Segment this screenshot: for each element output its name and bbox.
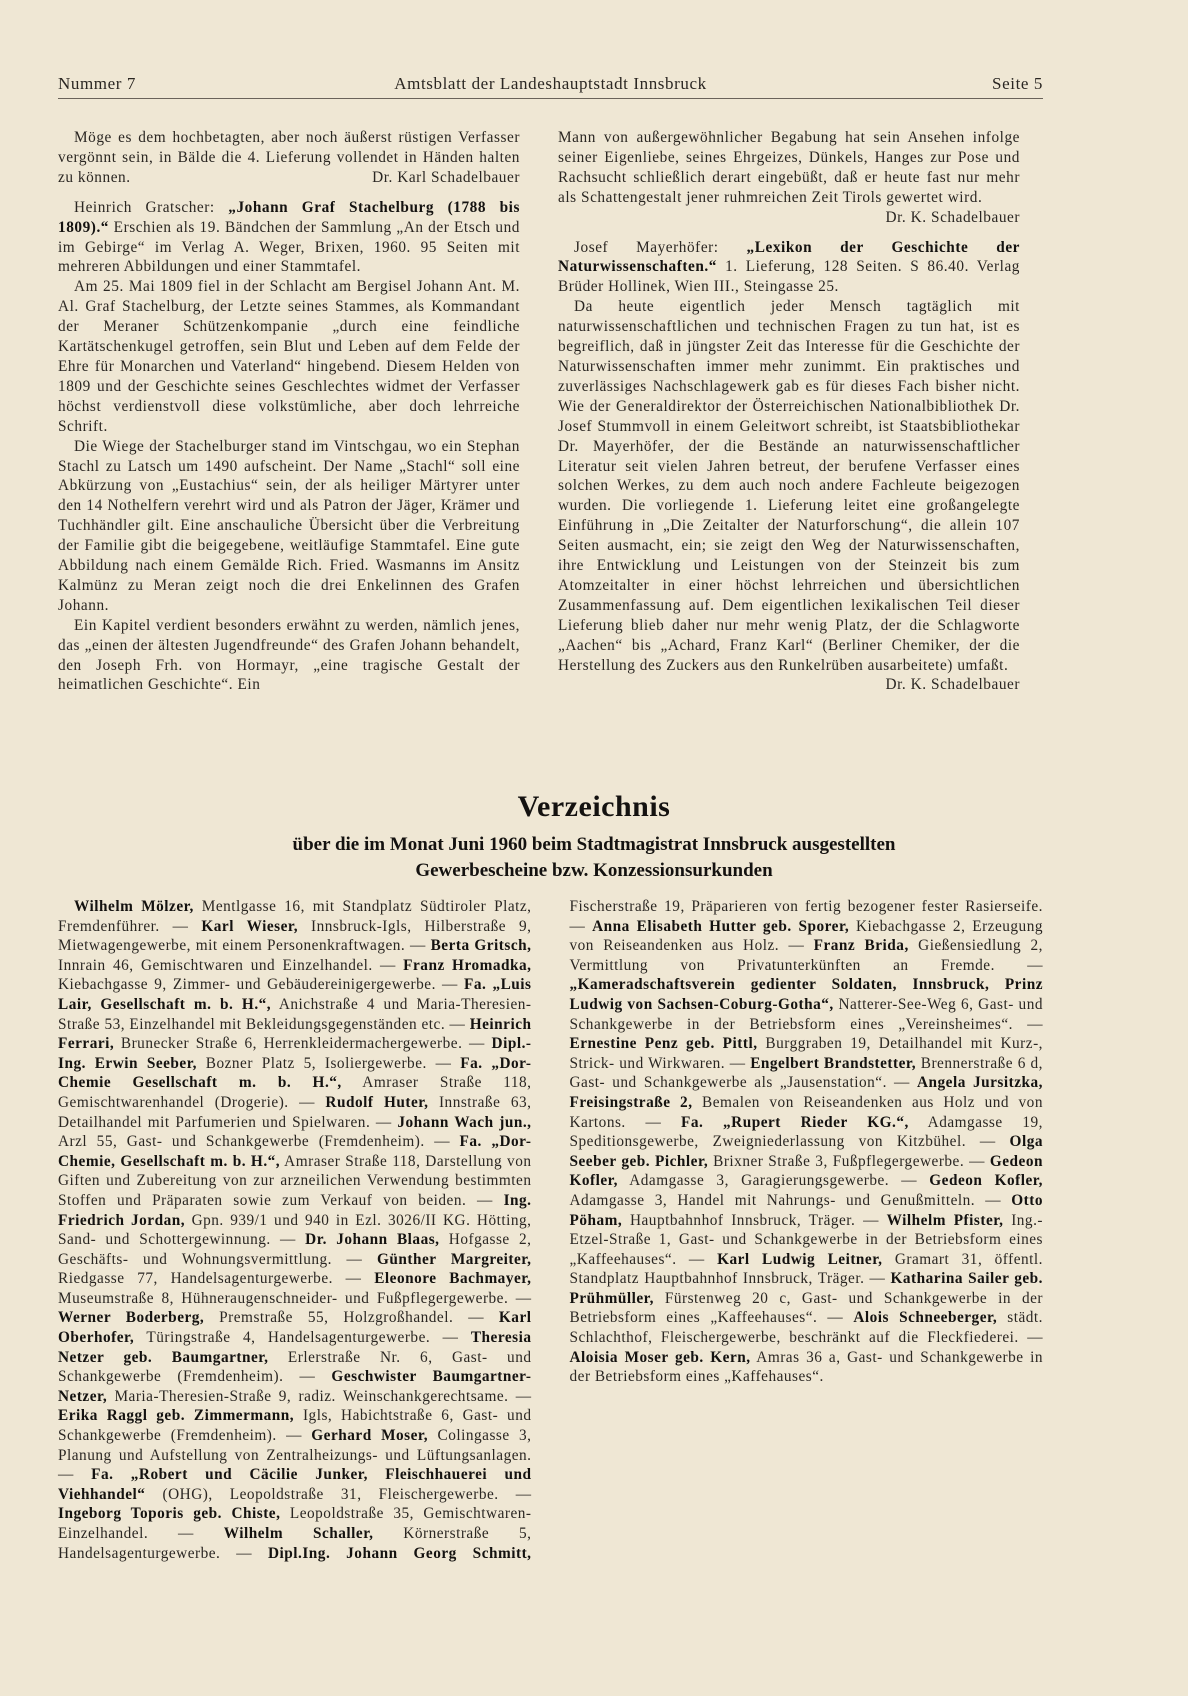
licensee-name: Franz Brida, bbox=[813, 937, 909, 955]
licensee-details: Hofgasse 2, Geschäfts- und Wohnungsvermittlung. bbox=[58, 1231, 532, 1268]
licensee-name: Eleonore Bachmayer, bbox=[374, 1270, 532, 1288]
entry-separator: — bbox=[148, 1525, 224, 1542]
licensee-details: Natterer-See-Weg 6, Gast- und Schankgewerbe in der Betriebsform eines „Vereinsheimes“. bbox=[569, 995, 1043, 1033]
review-paragraph bbox=[558, 238, 1020, 298]
licensee-name: Fa. „Dor-Chemie Gesellschaft m. b. H.“, bbox=[58, 1054, 532, 1092]
licensee-details: Körnerstraße 5, Handelsagenturgewerbe. bbox=[58, 1525, 532, 1562]
licensee-details: Anichstraße 4 und Maria-Theresien-Straße 53, Einzelhandel mit Bekleidungsgegenständen etc. bbox=[58, 995, 532, 1033]
review-text: 1. Lieferung, 128 Seiten. S 86.40. Verlag Brüder Hollinek, Wien III., Steingasse 25. bbox=[558, 258, 1020, 296]
licensee-details: Amras 36 a, Gast- und Schankgewerbe in der Betriebsform eines „Kaffehauses“. bbox=[569, 1348, 1043, 1386]
entry-separator: — bbox=[508, 1387, 532, 1405]
licensee-name: Karl Wieser, bbox=[201, 917, 299, 935]
licensee-details: Leopoldstraße 35, Gemischtwaren-Einzelhandel. bbox=[58, 1505, 532, 1542]
review-text: Die Wiege der Stachelburger stand im Vintschgau, wo ein Stephan Stachl zu Latsch um 1490 aufscheint. Der Name „Stachl“ soll eine Abkürzung von „Eustachius“ sein, der als heiliger Märtyrer unter den 14 Nothelfern verehrt wird und als Patron der Jäger, Krämer und Tuchhändler gilt. Eine anschauliche Übersicht über die Verbreitung der Familie gibt die beigegebene, weitläufige Stammtafel. Eine gute Abbildung nach einem Gemälde Rich. Fried. Wasmanns im Ansitz Kalmünz zu Meran zeigt noch die drei Enkelinnen des Grafen Johann. bbox=[58, 437, 520, 614]
review-text: Da heute eigentlich jeder Mensch tagtäglich mit naturwissenschaftlichen und technischen Fragen zu tun hat, ist es begreiflich, daß in jüngster Zeit das Interesse für die Geschichte der Naturwissenschaften immer mehr zunimmt. Ein praktisches und zuverlässiges Nachschlagewerk gab es für dieses Fach bisher nicht. Wie der Generaldirektor der Österreichischen Nationalbibliothek Dr. Josef Stummvoll in einem Geleitwort schreibt, ist Staatsbibliothekar Dr. Mayerhöfer, der die Bestände an naturwissenschaftlicher Literatur seit vielen Jahren betreut, der berufene Verfasser eines solchen Werkes, zu dem auch noch andere Fachleute beigezogen wurden. Die vorliegende 1. Lieferung leitet eine großangelegte Einführung in „Die Zeitalter der Naturforschung“, die allein 107 Seiten ausmacht, ein; sie zeigt den Weg der Naturwissenschaften, ihre Entwicklung und Leistungen von der Steinzeit bis zum Atomzeitalter in einer höchst lehrreichen und übersichtlichen Zusammenfassung auf. Dem eigentlichen lexikalischen Teil dieser Lieferung blieb daher nur mehr wenig Platz, der die Schlagworte „Aachen“ bis „Achard, Franz Karl“ (Berliner Chemiker, der die Herstellung des Zuckers aus den Runkelrüben ausarbeitete) umfaßt. bbox=[558, 298, 1020, 674]
licensee-details: Ing.-Etzel-Straße 1, Gast- und Schankgewerbe in der Betriebsform eines „Kaffeehauses“. bbox=[569, 1211, 1044, 1268]
entry-separator: — bbox=[889, 1172, 930, 1190]
licensee-name: Günther Margreiter, bbox=[376, 1250, 532, 1268]
entry-separator: — bbox=[370, 1113, 398, 1131]
entry-separator: — bbox=[435, 976, 464, 994]
licensee-details: städt. Schlachthof, Fleischergewerbe, beschränkt auf die Fleckfiederei. bbox=[569, 1309, 1044, 1347]
licensee-name: Wilhelm Schaller, bbox=[223, 1525, 374, 1542]
entry-separator: — bbox=[676, 1250, 718, 1268]
list-item bbox=[58, 1466, 532, 1503]
licensee-name: „Kameradschaftsverein gedienter Soldaten, Innsbruck, Prinz Ludwig von Sachsen-Coburg-Gotha“, bbox=[569, 976, 1043, 1013]
licensee-name: Johann Wach jun., bbox=[397, 1113, 532, 1131]
review-signature: Dr. K. Schadelbauer bbox=[885, 208, 1020, 226]
entry-separator: — bbox=[426, 1054, 461, 1072]
review-signature: Dr. K. Schadelbauer bbox=[885, 676, 1020, 694]
review-paragraph bbox=[58, 198, 520, 278]
review-paragraph bbox=[58, 616, 520, 696]
licensee-details: Innstraße 63, Detailhandel mit Parfumerien und Spielwaren. bbox=[58, 1093, 532, 1131]
listing-subtitle-2: Gewerbescheine bzw. Konzessionsurkunden bbox=[415, 860, 773, 881]
review-paragraph bbox=[558, 128, 1020, 228]
licensee-details: Adamgasse 3, Handel mit Nahrungs- und Genußmitteln. bbox=[569, 1191, 976, 1209]
entry-separator: — bbox=[994, 956, 1043, 974]
licensee-details: Innrain 46, Gemischtwaren und Einzelhandel. bbox=[58, 956, 373, 974]
licensee-name: Gedeon Kofler, bbox=[929, 1172, 1043, 1190]
licensee-name: Angela Jursitzka, Freisingstraße 2, bbox=[569, 1074, 1043, 1111]
book-title: „Johann Graf Stachelburg (1788 bis 1809).“ bbox=[58, 198, 520, 236]
licensee-name: Ernestine Penz geb. Pittl, bbox=[569, 1035, 758, 1053]
entry-separator: — bbox=[288, 1093, 326, 1111]
licensee-details: Burggraben 19, Detailhandel mit Kurz-, Strick- und Wirkwaren. bbox=[569, 1035, 1043, 1072]
entry-separator: — bbox=[283, 1368, 332, 1386]
entry-separator: — bbox=[430, 1329, 471, 1347]
page-number: Seite 5 bbox=[992, 74, 1043, 93]
licensee-name: Gedeon Kofler, bbox=[569, 1152, 1043, 1190]
entry-separator: — bbox=[331, 1250, 377, 1268]
licensee-name: Wilhelm Mölzer, bbox=[74, 898, 194, 915]
entry-separator: — bbox=[508, 1289, 532, 1307]
book-reviews-right-column bbox=[558, 128, 1020, 695]
entry-separator: — bbox=[58, 1466, 92, 1484]
review-signature: Dr. Karl Schadelbauer bbox=[372, 168, 520, 186]
entry-separator: — bbox=[817, 1309, 854, 1327]
licensee-name: Ingeborg Toporis geb. Chiste, bbox=[58, 1505, 281, 1523]
entry-separator: — bbox=[569, 917, 593, 935]
licensee-details: Premstraße 55, Holzgroßhandel. bbox=[204, 1309, 454, 1327]
licensee-name: Karl Ludwig Leitner, bbox=[717, 1250, 883, 1268]
review-text: Ein Kapitel verdient besonders erwähnt zu werden, nämlich jenes, das „einen der ältesten Jugendfreunde“ des Grafen Johann behandelt, den Joseph Frh. von Hormayr, „eine tragische Gestalt der heimatlichen Geschichte“. Ein bbox=[58, 616, 520, 694]
review-paragraph bbox=[58, 277, 520, 436]
licensee-details: Adamgasse 3, Garagierungsgewerbe. bbox=[617, 1172, 890, 1190]
licensee-name: Geschwister Baumgartner-Netzer, bbox=[58, 1368, 532, 1405]
licensee-name: Dipl.-Ing. Erwin Seeber, bbox=[58, 1035, 532, 1072]
entry-separator: — bbox=[332, 1270, 375, 1288]
licensee-name: Anna Elisabeth Hutter geb. Sporer, bbox=[592, 917, 850, 935]
list-item bbox=[570, 1349, 1044, 1386]
licensee-details: Amraser Straße 118, Gemischtwarenhandel (Drogerie). bbox=[58, 1074, 532, 1111]
licensee-name: Engelbert Brandstetter, bbox=[750, 1054, 917, 1072]
entry-separator: — bbox=[779, 937, 814, 955]
licensee-name: Olga Seeber geb. Pichler, bbox=[569, 1133, 1043, 1170]
licensee-name: Theresia Netzer geb. Baumgartner, bbox=[58, 1329, 532, 1366]
licensee-details: Brennerstraße 6 d, Gast- und Schankgewerbe als „Jausenstation“. bbox=[569, 1054, 1043, 1092]
review-text: Heinrich Gratscher: bbox=[74, 198, 229, 216]
licensee-name: Fa. „Robert und Cäcilie Junker, Fleischhauerei und Viehhandel“ bbox=[58, 1466, 532, 1503]
licensee-name: Fa. „Dor-Chemie, Gesellschaft m. b. H.“, bbox=[58, 1133, 532, 1170]
licensee-details: Innsbruck-Igls, Hilberstraße 9, Mietwagengewerbe, mit einem Personenkraftwagen. bbox=[58, 917, 532, 955]
licensee-details: Adamgasse 19, Speditionsgewerbe, Zweigniederlassung von Kitzbühel. bbox=[569, 1113, 1043, 1151]
licensee-name: Gerhard Moser, bbox=[311, 1427, 429, 1445]
licensee-details: Arzl 55, Gast- und Schankgewerbe (Fremdenheim). bbox=[58, 1133, 425, 1151]
licensee-name: Otto Pöham, bbox=[569, 1191, 1043, 1229]
licensee-details: Erlerstraße Nr. 6, Gast- und Schankgewerbe (Fremdenheim). bbox=[58, 1348, 532, 1386]
licensee-details: Fischerstraße 19, Präparieren von fertig bezogener fester Rasierseife. bbox=[569, 898, 1043, 915]
licensee-name: Dipl.Ing. Johann Georg Schmitt, bbox=[267, 1544, 532, 1562]
licensee-name: Rudolf Huter, bbox=[325, 1093, 429, 1111]
license-listing bbox=[58, 897, 1043, 1577]
licensee-name: Fa. „Rupert Rieder KG.“, bbox=[680, 1113, 909, 1131]
entry-separator: — bbox=[855, 1211, 887, 1229]
licensee-name: Fa. „Luis Lair, Gesellschaft m. b. H.“, bbox=[58, 976, 532, 1013]
entry-separator: — bbox=[498, 1485, 532, 1503]
publication-title: Amtsblatt der Landeshauptstadt Innsbruck bbox=[394, 74, 707, 93]
entry-separator: — bbox=[276, 1427, 312, 1445]
licensee-details: Kiebachgasse 9, Zimmer- und Gebäudereinigergewerbe. bbox=[58, 976, 436, 994]
listing-title: Verzeichnis bbox=[517, 790, 671, 823]
licensee-details: Bozner Platz 5, Isoliergewerbe. bbox=[196, 1054, 427, 1072]
review-text: Möge es dem hochbetagten, aber noch äußerst rüstigen Verfasser vergönnt sein, in Bälde die 4. Lieferung vollendet in Händen halten zu können. bbox=[58, 129, 520, 186]
entry-separator: — bbox=[964, 1152, 990, 1170]
licensee-details: Amraser Straße 118, Darstellung von Giften und Zubereitung von zur arzneilichen Verwendung bestimmten Stoffen und Präparaten sowie zum Verkauf von beiden. bbox=[58, 1152, 532, 1209]
list-item bbox=[570, 976, 1044, 1032]
page-header bbox=[58, 70, 1043, 99]
licensee-details: Hauptbahnhof Innsbruck, Träger. bbox=[622, 1211, 856, 1229]
licensee-details: Igls, Habichtstraße 6, Gast- und Schankgewerbe (Fremdenheim). bbox=[58, 1407, 532, 1445]
licensee-details: Riedgasse 77, Handelsagenturgewerbe. bbox=[58, 1270, 333, 1288]
licensee-name: Heinrich Ferrari, bbox=[58, 1015, 532, 1053]
entry-separator: — bbox=[424, 1133, 460, 1151]
licensee-details: (OHG), Leopoldstraße 31, Fleischergewerbe. bbox=[145, 1485, 499, 1503]
entry-separator: — bbox=[1018, 1329, 1043, 1347]
licensee-name: Franz Hromadka, bbox=[403, 956, 532, 974]
licensee-details: Gramart 31, öffentl. Standplatz Hauptbahnhof Innsbruck, Träger. bbox=[569, 1250, 1043, 1288]
licensee-name: Aloisia Moser geb. Kern, bbox=[569, 1348, 751, 1366]
entry-separator: — bbox=[725, 1054, 751, 1072]
licensee-details: Maria-Theresien-Straße 9, radiz. Weinschankgerechtsame. bbox=[107, 1387, 509, 1405]
licensee-name: Karl Oberhofer, bbox=[58, 1309, 532, 1347]
licensee-details: Brunecker Straße 6, Herrenkleidermachergewerbe. bbox=[114, 1035, 463, 1053]
entry-separator: — bbox=[975, 1191, 1012, 1209]
entry-separator: — bbox=[466, 1191, 504, 1209]
licensee-details: Colingasse 3, Planung und Aufstellung von Zentralheizungs- und Lüftungsanlagen. bbox=[58, 1427, 532, 1464]
entry-separator: — bbox=[270, 1231, 306, 1249]
entry-separator: — bbox=[445, 1015, 470, 1033]
licensee-name: Berta Gritsch, bbox=[430, 937, 532, 955]
entry-separator: — bbox=[625, 1113, 681, 1131]
entry-separator: — bbox=[453, 1309, 499, 1327]
licensee-name: Werner Boderberg, bbox=[58, 1309, 205, 1327]
entry-separator: — bbox=[462, 1035, 492, 1053]
review-paragraph bbox=[58, 437, 520, 616]
listing-subtitle: über die im Monat Juni 1960 beim Stadtmagistrat Innsbruck ausgestellten bbox=[292, 834, 896, 855]
review-text: Am 25. Mai 1809 fiel in der Schlacht am Bergisel Johann Ant. M. Al. Graf Stachelburg, der Letzte seines Stammes, als Kommandant der Meraner Schützenkompanie „durch eine feindliche Kartätschenkugel getroffen, sein Blut und Leben auf dem Felde der Ehre für Monarchen und Vaterland“ hingebend. Diesem Helden von 1809 und der Geschichte seines Geschlechtes widmet der Verfasser höchst verdienstvoll diese volkstümliche, aber doch lehrreiche Schrift. bbox=[58, 278, 520, 435]
entry-separator: — bbox=[405, 937, 431, 955]
licensee-details: Museumstraße 8, Hühneraugenschneider- und Fußpflegergewerbe. bbox=[58, 1289, 509, 1307]
entry-separator: — bbox=[220, 1544, 268, 1562]
licensee-details: Kiebachgasse 2, Erzeugung von Reiseandenken aus Holz. bbox=[569, 917, 1043, 955]
licensee-name: Wilhelm Pfister, bbox=[886, 1211, 1004, 1229]
licensee-details: Gpn. 939/1 und 940 in Ezl. 3026/II KG. Hötting, Sand- und Schottergewinnung. bbox=[58, 1211, 532, 1249]
entry-separator: — bbox=[966, 1133, 1010, 1151]
review-text: Erschien als 19. Bändchen der Sammlung „An der Etsch und im Gebirge“ im Verlag A. Weger, Brixen, 1960. 95 Seiten mit mehreren Abbildungen und einer Stammtafel. bbox=[58, 218, 520, 276]
review-text: Josef Mayerhöfer: bbox=[574, 238, 747, 256]
list-item bbox=[58, 1309, 453, 1326]
review-text: Mann von außergewöhnlicher Begabung hat sein Ansehen infolge seiner Eigenliebe, seines Ehrgeizes, Dünkels, Hanges zur Pose und Rachsucht schließlich derart eingebüßt, daß er heute fast nur mehr als Schattengestalt jener ruhmreichen Zeit Tirols gewertet wird. bbox=[558, 129, 1020, 206]
review-paragraph bbox=[558, 297, 1020, 695]
entry-separator: — bbox=[159, 917, 202, 935]
licensee-details: Türingstraße 4, Handelsagenturgewerbe. bbox=[134, 1329, 431, 1347]
book-title: „Lexikon der Geschichte der Naturwissenschaften.“ bbox=[558, 238, 1020, 276]
licensee-details: Bemalen von Reiseandenken aus Holz und von Kartons. bbox=[569, 1093, 1043, 1131]
licensee-details: Mentlgasse 16, mit Standplatz Südtiroler Platz, Fremdenführer. bbox=[58, 898, 532, 935]
book-reviews-left-column bbox=[58, 128, 520, 695]
licensee-name: Alois Schneeberger, bbox=[853, 1309, 998, 1327]
licensee-details: Fürstenweg 20 c, Gast- und Schankgewerbe in der Betriebsform eines „Kaffeehauses“. bbox=[569, 1289, 1043, 1327]
licensee-name: Dr. Johann Blaas, bbox=[305, 1231, 440, 1249]
entry-separator: — bbox=[864, 1270, 891, 1288]
licensee-details: Brixner Straße 3, Fußpflegergewerbe. bbox=[708, 1152, 965, 1170]
entry-separator: — bbox=[372, 956, 404, 974]
licensee-name: Katharina Sailer geb. Prühmüller, bbox=[569, 1270, 1043, 1307]
licensee-name: Ing. Friedrich Jordan, bbox=[58, 1191, 532, 1229]
issue-number: Nummer 7 bbox=[58, 74, 136, 93]
licensee-name: Erika Raggl geb. Zimmermann, bbox=[58, 1407, 295, 1425]
entry-separator: — bbox=[886, 1074, 917, 1092]
licensee-details: Gießensiedlung 2, Vermittlung von Privatunterkünften an Fremde. bbox=[569, 937, 1043, 974]
entry-separator: — bbox=[1013, 1015, 1044, 1033]
review-paragraph bbox=[58, 128, 520, 188]
